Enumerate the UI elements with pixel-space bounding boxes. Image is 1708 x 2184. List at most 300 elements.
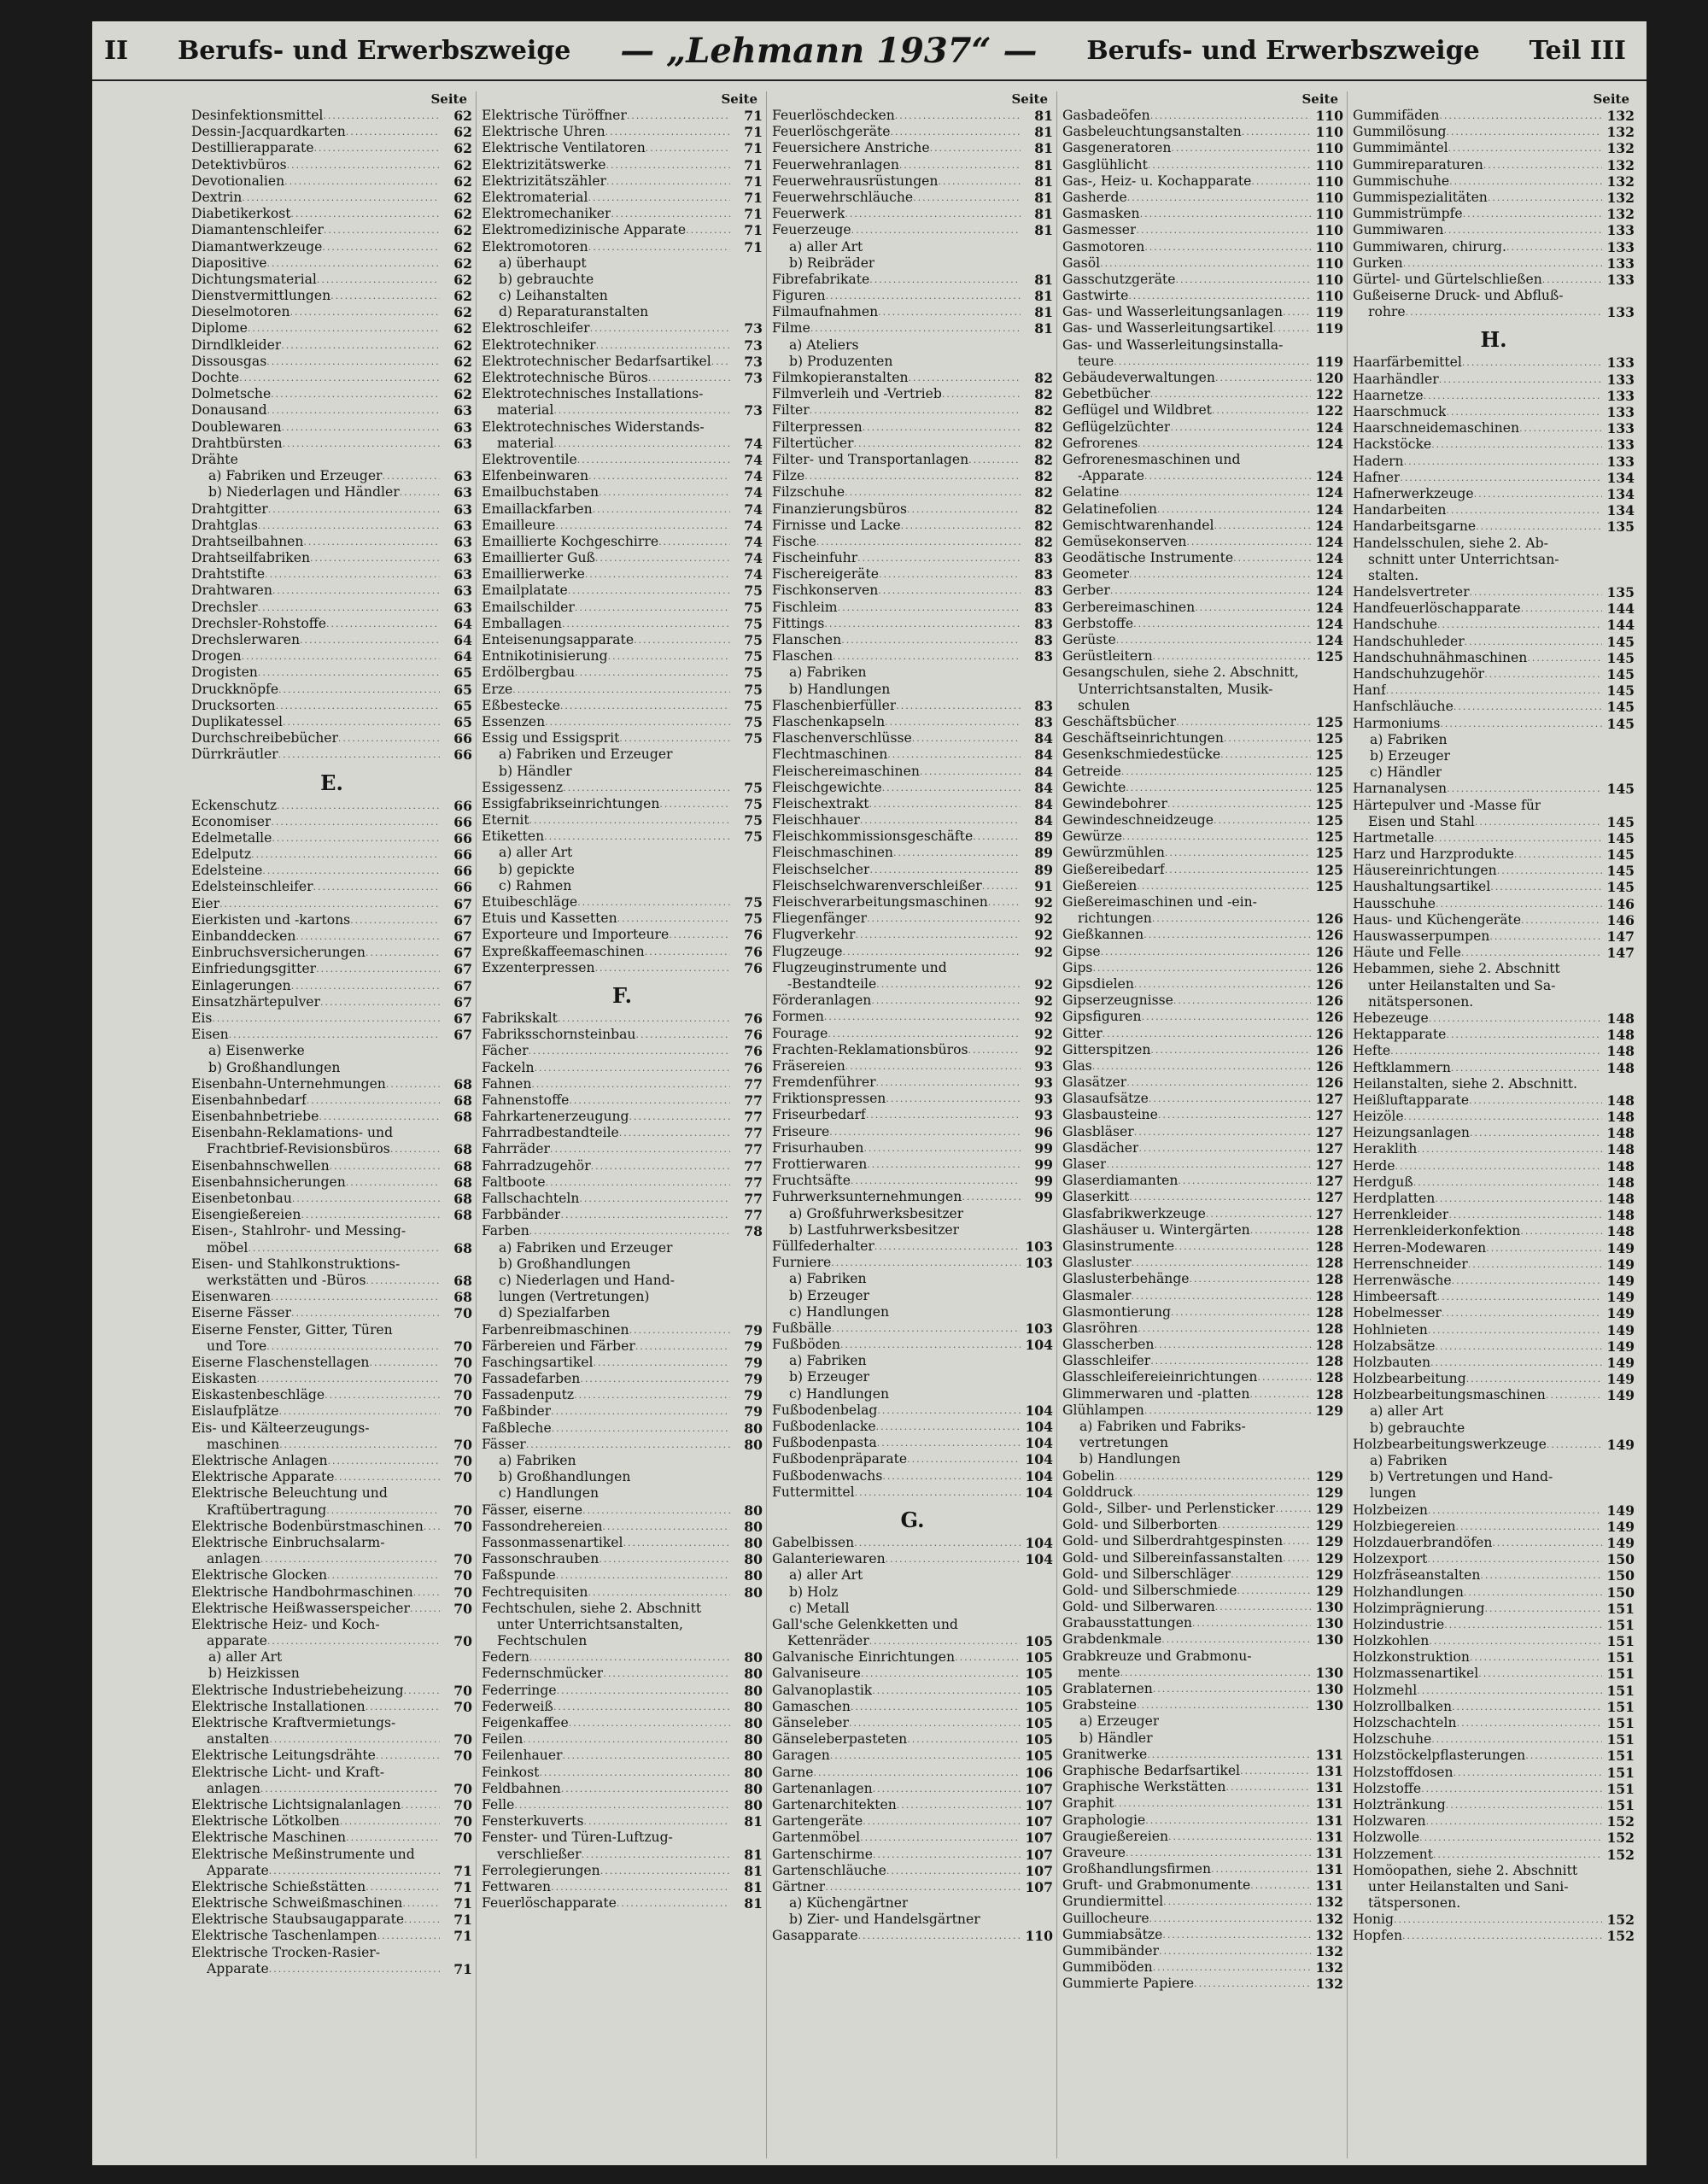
index-entry bbox=[772, 1255, 1053, 1271]
leader-dots bbox=[1417, 1683, 1602, 1699]
index-entry bbox=[772, 1699, 1053, 1715]
index-entry bbox=[1353, 584, 1635, 600]
leader-dots bbox=[882, 1468, 1021, 1484]
index-entry bbox=[191, 550, 472, 566]
entry-page-number: 127 bbox=[1315, 1107, 1343, 1124]
entry-page-number: 62 bbox=[453, 353, 472, 370]
index-entry bbox=[772, 1551, 1053, 1567]
index-entry bbox=[191, 846, 472, 863]
entry-page-number: 65 bbox=[453, 681, 472, 698]
entry-term: a) Fabriken bbox=[499, 1453, 576, 1468]
index-column-5 bbox=[1348, 91, 1638, 2158]
seite-header: Seite bbox=[430, 91, 467, 107]
entry-page-number: 83 bbox=[1034, 599, 1053, 616]
entry-page-number: 148 bbox=[1606, 1157, 1635, 1174]
leader-dots bbox=[307, 1092, 440, 1109]
leader-dots bbox=[1092, 960, 1311, 976]
entry-term: Eisenbahnbetriebe bbox=[191, 1109, 319, 1125]
entry-term: Fahnen bbox=[482, 1075, 532, 1092]
index-entry bbox=[191, 682, 472, 698]
entry-page-number: 77 bbox=[744, 1109, 763, 1126]
entry-term: Elektrische Ventilatoren bbox=[482, 140, 646, 156]
entry-term: Heizungsanlagen bbox=[1353, 1125, 1470, 1141]
index-entry bbox=[1353, 879, 1635, 895]
index-entry bbox=[1353, 140, 1635, 156]
index-entry bbox=[1353, 486, 1635, 502]
entry-term: Glaserdiamanten bbox=[1062, 1173, 1179, 1189]
index-entry bbox=[191, 648, 472, 665]
leader-dots bbox=[804, 468, 1021, 484]
leader-dots bbox=[269, 1731, 440, 1748]
index-entry bbox=[482, 288, 763, 304]
leader-dots bbox=[1211, 1861, 1311, 1877]
leader-dots bbox=[512, 682, 730, 698]
entry-page-number: 130 bbox=[1315, 1631, 1343, 1648]
index-entry bbox=[1062, 1026, 1343, 1042]
entry-term: Einfriedungsgitter bbox=[191, 961, 317, 977]
index-entry bbox=[772, 583, 1053, 599]
index-entry bbox=[482, 304, 763, 320]
index-entry bbox=[191, 452, 472, 468]
index-entry bbox=[772, 829, 1053, 845]
index-entry bbox=[1062, 468, 1343, 484]
entry-term: Handschuhe bbox=[1353, 617, 1438, 633]
index-entry bbox=[191, 879, 472, 895]
index-entry bbox=[1062, 190, 1343, 206]
leader-dots bbox=[1431, 1731, 1602, 1748]
entry-term: Flaschenbierfüller bbox=[772, 697, 897, 713]
index-entry bbox=[1062, 976, 1343, 992]
index-entry bbox=[191, 1649, 472, 1666]
index-entry bbox=[772, 288, 1053, 304]
leader-dots bbox=[909, 370, 1021, 386]
entry-page-number: 63 bbox=[453, 583, 472, 600]
leader-dots bbox=[580, 1371, 730, 1387]
entry-term: Holzbearbeitungswerkzeuge bbox=[1353, 1436, 1547, 1452]
leader-dots bbox=[845, 484, 1021, 501]
leader-dots bbox=[1129, 1189, 1311, 1205]
entry-term: Handarbeiten bbox=[1353, 502, 1447, 518]
entry-page-number: 62 bbox=[453, 271, 472, 288]
index-entry bbox=[191, 1453, 472, 1469]
entry-page-number: 68 bbox=[453, 1207, 472, 1224]
entry-term: Federweiß bbox=[482, 1698, 553, 1714]
leader-dots bbox=[1419, 1830, 1602, 1846]
entry-page-number: 122 bbox=[1315, 386, 1343, 403]
entry-term: Drähte bbox=[191, 451, 238, 467]
entry-page-number: 128 bbox=[1315, 1255, 1343, 1272]
entry-page-number: 149 bbox=[1606, 1239, 1635, 1256]
entry-page-number: 70 bbox=[453, 1584, 472, 1601]
entry-page-number: 128 bbox=[1315, 1369, 1343, 1386]
entry-page-number: 75 bbox=[744, 697, 763, 714]
entry-page-number: 89 bbox=[1034, 861, 1053, 878]
entry-term: Gummiböden bbox=[1062, 1959, 1153, 1976]
entry-term: Fußbodenlacke bbox=[772, 1419, 876, 1434]
leader-dots bbox=[869, 862, 1021, 878]
index-entry bbox=[482, 1338, 763, 1355]
entry-term: Gemüsekonserven bbox=[1062, 533, 1187, 549]
index-entry bbox=[1353, 1863, 1635, 1879]
entry-page-number: 131 bbox=[1315, 1828, 1343, 1845]
index-entry bbox=[191, 1305, 472, 1321]
entry-page-number: 68 bbox=[453, 1075, 472, 1092]
entry-term: b) Produzenten bbox=[789, 353, 893, 369]
index-entry bbox=[191, 370, 472, 386]
entry-term: Holzimprägnierung bbox=[1353, 1600, 1485, 1616]
entry-page-number: 145 bbox=[1606, 699, 1635, 716]
index-entry bbox=[191, 288, 472, 304]
entry-page-number: 81 bbox=[1034, 288, 1053, 305]
entry-term: Drogisten bbox=[191, 665, 258, 681]
entry-term: Fremdenführer bbox=[772, 1074, 876, 1091]
entry-page-number: 148 bbox=[1606, 1207, 1635, 1224]
index-entry bbox=[1062, 1829, 1343, 1845]
leader-dots bbox=[845, 206, 1021, 222]
entry-term: c) Metall bbox=[789, 1600, 850, 1616]
entry-term: Dolmetsche bbox=[191, 386, 272, 402]
entry-page-number: 84 bbox=[1034, 730, 1053, 747]
index-entry bbox=[482, 1551, 763, 1567]
entry-page-number: 126 bbox=[1315, 959, 1343, 976]
entry-term: Drechsler bbox=[191, 599, 258, 615]
entry-page-number: 124 bbox=[1315, 468, 1343, 485]
entry-term: Fleischhauer bbox=[772, 812, 860, 829]
leader-dots bbox=[366, 1699, 440, 1715]
entry-page-number: 124 bbox=[1315, 566, 1343, 583]
index-entry bbox=[1353, 518, 1635, 535]
entry-term: stalten. bbox=[1368, 567, 1419, 583]
entry-page-number: 82 bbox=[1034, 419, 1053, 436]
index-entry bbox=[772, 1863, 1053, 1879]
index-entry bbox=[191, 206, 472, 222]
entry-page-number: 124 bbox=[1315, 599, 1343, 616]
entry-term: a) Großfuhrwerksbesitzer bbox=[789, 1205, 964, 1221]
leader-dots bbox=[555, 518, 730, 534]
entry-term: Gasbeleuchtungsanstalten bbox=[1062, 124, 1242, 140]
entry-page-number: 81 bbox=[744, 1813, 763, 1830]
leader-dots bbox=[535, 1060, 731, 1076]
leader-dots bbox=[1240, 1763, 1311, 1779]
index-entry bbox=[191, 730, 472, 747]
entry-page-number: 63 bbox=[453, 501, 472, 518]
index-entry bbox=[1062, 1337, 1343, 1353]
entry-page-number: 131 bbox=[1315, 1779, 1343, 1796]
index-entry bbox=[191, 1847, 472, 1863]
entry-term: Federringe bbox=[482, 1682, 557, 1698]
entry-term: Filme bbox=[772, 320, 810, 337]
entry-page-number: 74 bbox=[744, 517, 763, 534]
index-entry bbox=[772, 1058, 1053, 1074]
index-entry bbox=[482, 1158, 763, 1174]
index-entry bbox=[1353, 1617, 1635, 1633]
leader-dots bbox=[558, 1010, 730, 1027]
entry-term: Flaschen bbox=[772, 648, 834, 665]
entry-page-number: 130 bbox=[1315, 1697, 1343, 1714]
entry-term: Haarfärbemittel bbox=[1353, 354, 1462, 371]
entry-page-number: 92 bbox=[1034, 1009, 1053, 1026]
entry-page-number: 70 bbox=[453, 1698, 472, 1715]
entry-term: Fächer bbox=[482, 1043, 529, 1059]
leader-dots bbox=[606, 157, 731, 173]
index-entry bbox=[1353, 994, 1635, 1010]
entry-page-number: 63 bbox=[453, 419, 472, 436]
leader-dots bbox=[310, 550, 440, 566]
entry-page-number: 145 bbox=[1606, 666, 1635, 682]
entry-page-number: 148 bbox=[1606, 1010, 1635, 1027]
leader-dots bbox=[982, 878, 1021, 894]
index-entry bbox=[1353, 404, 1635, 420]
leader-dots bbox=[1237, 1583, 1311, 1599]
leader-dots bbox=[854, 436, 1021, 452]
entry-page-number: 129 bbox=[1315, 1549, 1343, 1566]
entry-page-number: 107 bbox=[1025, 1878, 1053, 1895]
leader-dots bbox=[529, 1043, 730, 1059]
index-entry bbox=[772, 1535, 1053, 1551]
entry-term: Hohlnieten bbox=[1353, 1321, 1428, 1338]
leader-dots bbox=[1470, 1649, 1602, 1666]
index-entry bbox=[1353, 732, 1635, 748]
entry-term: anlagen bbox=[207, 1551, 260, 1567]
index-entry bbox=[772, 566, 1053, 583]
index-entry bbox=[1062, 1533, 1343, 1549]
index-entry bbox=[1062, 747, 1343, 763]
entry-term: Einlagerungen bbox=[191, 977, 291, 993]
index-entry bbox=[1353, 650, 1635, 666]
index-entry bbox=[1062, 1583, 1343, 1599]
entry-term: Essenzen bbox=[482, 713, 546, 729]
leader-dots bbox=[1144, 468, 1311, 484]
leader-dots bbox=[1527, 650, 1602, 666]
index-entry bbox=[1353, 1683, 1635, 1699]
leader-dots bbox=[582, 1502, 730, 1519]
entry-term: Häusereinrichtungen bbox=[1353, 863, 1497, 879]
index-entry bbox=[1062, 239, 1343, 255]
index-entry bbox=[1062, 730, 1343, 747]
index-entry bbox=[1062, 1713, 1343, 1730]
entry-page-number: 67 bbox=[453, 993, 472, 1010]
index-entry bbox=[772, 452, 1053, 468]
index-entry bbox=[1062, 894, 1343, 910]
index-entry bbox=[1353, 1371, 1635, 1387]
entry-term: Fleischselchwarenverschleißer bbox=[772, 877, 982, 893]
index-entry bbox=[772, 1797, 1053, 1813]
index-entry bbox=[1062, 1107, 1343, 1123]
index-entry bbox=[191, 928, 472, 945]
index-entry bbox=[772, 124, 1053, 140]
leader-dots bbox=[1520, 1223, 1602, 1239]
entry-term: Feuerwerk bbox=[772, 206, 845, 222]
entry-page-number: 128 bbox=[1315, 1303, 1343, 1320]
entry-term: anlagen bbox=[207, 1780, 260, 1796]
index-entry bbox=[191, 1895, 472, 1912]
entry-term: Hafnerwerkzeuge bbox=[1353, 485, 1474, 501]
entry-page-number: 70 bbox=[453, 1780, 472, 1797]
leader-dots bbox=[1142, 1009, 1311, 1025]
entry-term: Diamantwerkzeuge bbox=[191, 238, 323, 255]
entry-page-number: 133 bbox=[1606, 238, 1635, 255]
entry-page-number: 80 bbox=[744, 1584, 763, 1601]
index-entry bbox=[772, 1633, 1053, 1649]
entry-page-number: 130 bbox=[1315, 1664, 1343, 1681]
entry-term: Fechtschulen, siehe 2. Abschnitt bbox=[482, 1600, 702, 1616]
entry-term: Unterrichtsanstalten, Musik- bbox=[1078, 681, 1273, 697]
index-entry bbox=[1062, 1943, 1343, 1959]
entry-term: Gasherde bbox=[1062, 189, 1127, 205]
index-entry bbox=[482, 1567, 763, 1584]
index-entry bbox=[1062, 436, 1343, 452]
entry-page-number: 110 bbox=[1315, 108, 1343, 124]
entry-term: Elektrische Anlagen bbox=[191, 1453, 328, 1468]
entry-page-number: 128 bbox=[1315, 1320, 1343, 1337]
entry-page-number: 71 bbox=[744, 108, 763, 124]
index-entry bbox=[1062, 1599, 1343, 1615]
leader-dots bbox=[386, 1076, 440, 1092]
index-entry bbox=[1062, 829, 1343, 845]
leader-dots bbox=[369, 1355, 440, 1371]
leader-dots bbox=[1470, 1125, 1602, 1141]
leader-dots bbox=[1525, 1748, 1602, 1764]
entry-term: Hartmetalle bbox=[1353, 829, 1435, 846]
index-entry bbox=[1062, 402, 1343, 419]
leader-dots bbox=[617, 910, 730, 927]
entry-page-number: 75 bbox=[744, 648, 763, 665]
index-entry bbox=[1062, 1697, 1343, 1713]
entry-term: Flugverkehr bbox=[772, 927, 856, 943]
leader-dots bbox=[873, 1781, 1021, 1797]
index-entry bbox=[772, 206, 1053, 222]
leader-dots bbox=[219, 896, 440, 912]
entry-term: Diapositive bbox=[191, 255, 267, 271]
entry-page-number: 132 bbox=[1315, 1976, 1343, 1993]
index-entry bbox=[482, 1601, 763, 1617]
entry-page-number: 125 bbox=[1315, 648, 1343, 665]
entry-term: b) Heizkissen bbox=[208, 1666, 300, 1682]
leader-dots bbox=[323, 108, 440, 124]
entry-page-number: 107 bbox=[1025, 1813, 1053, 1830]
index-entry bbox=[772, 1402, 1053, 1419]
leader-dots bbox=[1162, 1927, 1311, 1943]
entry-term: a) Fabriken und Fabriks- bbox=[1079, 1419, 1246, 1434]
entry-term: Elektrische Glocken bbox=[191, 1567, 328, 1584]
index-entry bbox=[482, 648, 763, 665]
index-entry bbox=[772, 1091, 1053, 1107]
leader-dots bbox=[328, 1453, 440, 1469]
index-entry bbox=[1062, 157, 1343, 173]
entry-page-number: 73 bbox=[744, 337, 763, 354]
leader-dots bbox=[825, 1879, 1021, 1895]
leader-dots bbox=[577, 894, 730, 910]
entry-page-number: 131 bbox=[1315, 1844, 1343, 1861]
index-entry bbox=[482, 1043, 763, 1059]
entry-page-number: 91 bbox=[1034, 877, 1053, 894]
entry-page-number: 65 bbox=[453, 697, 472, 714]
entry-page-number: 131 bbox=[1315, 1746, 1343, 1763]
index-entry bbox=[772, 1765, 1053, 1781]
leader-dots bbox=[855, 1484, 1021, 1501]
entry-page-number: 74 bbox=[744, 501, 763, 518]
entry-term: Exporteure und Importeure bbox=[482, 927, 670, 943]
index-entry bbox=[482, 222, 763, 238]
entry-term: b) Holz bbox=[789, 1584, 839, 1600]
index-entry bbox=[1062, 1451, 1343, 1467]
entry-term: Flechtmaschinen bbox=[772, 747, 888, 763]
entry-term: Fische bbox=[772, 533, 816, 549]
leader-dots bbox=[619, 1125, 730, 1141]
entry-term: Duplikatessel bbox=[191, 713, 283, 729]
index-entry bbox=[1353, 1601, 1635, 1617]
entry-term: Graugießereien bbox=[1062, 1828, 1169, 1844]
entry-term: Grabsteine bbox=[1062, 1697, 1137, 1713]
entry-term: Geflügel und Wildbret bbox=[1062, 402, 1212, 419]
leader-dots bbox=[1470, 584, 1602, 600]
entry-page-number: 151 bbox=[1606, 1698, 1635, 1715]
entry-term: Gießereien bbox=[1062, 877, 1138, 893]
entry-page-number: 82 bbox=[1034, 451, 1053, 468]
entry-term: Devotionalien bbox=[191, 173, 285, 189]
index-entry bbox=[482, 239, 763, 255]
index-entry bbox=[1353, 1273, 1635, 1289]
leader-dots bbox=[596, 337, 730, 354]
index-entry bbox=[482, 698, 763, 714]
entry-page-number: 129 bbox=[1315, 1467, 1343, 1484]
index-entry bbox=[191, 1092, 472, 1109]
index-entry bbox=[1353, 1781, 1635, 1797]
entry-page-number: 125 bbox=[1315, 877, 1343, 894]
index-entry bbox=[482, 402, 763, 419]
entry-term: Haarschmuck bbox=[1353, 404, 1447, 419]
entry-term: c) Handlungen bbox=[499, 1485, 600, 1502]
entry-term: b) Großhandlungen bbox=[208, 1059, 341, 1075]
entry-page-number: 152 bbox=[1606, 1813, 1635, 1830]
leader-dots bbox=[1435, 1338, 1602, 1355]
entry-term: Gießkannen bbox=[1062, 927, 1144, 943]
entry-page-number: 126 bbox=[1315, 1057, 1343, 1074]
entry-term: Gummilösung bbox=[1353, 124, 1447, 140]
entry-term: Handarbeitsgarne bbox=[1353, 518, 1477, 535]
entry-page-number: 145 bbox=[1606, 633, 1635, 650]
index-entry bbox=[482, 484, 763, 501]
leader-dots bbox=[561, 1781, 730, 1797]
leader-dots bbox=[1462, 354, 1602, 371]
index-entry bbox=[1062, 1976, 1343, 1992]
entry-term: Economiser bbox=[191, 813, 272, 829]
index-entry bbox=[1062, 1222, 1343, 1238]
entry-term: a) Eisenwerke bbox=[208, 1043, 305, 1059]
index-entry bbox=[1353, 945, 1635, 961]
index-entry bbox=[772, 648, 1053, 665]
entry-term: Elektrische Trocken-Rasier- bbox=[191, 1944, 381, 1960]
leader-dots bbox=[1224, 730, 1311, 747]
index-entry bbox=[191, 830, 472, 846]
index-entry bbox=[1062, 927, 1343, 943]
entry-term: Fittings bbox=[772, 615, 825, 631]
index-entry bbox=[772, 1304, 1053, 1320]
index-entry bbox=[1062, 1959, 1343, 1976]
index-entry bbox=[482, 1469, 763, 1485]
entry-term: Donausand bbox=[191, 402, 267, 419]
entry-term: Holzschachteln bbox=[1353, 1715, 1457, 1730]
entry-page-number: 96 bbox=[1034, 1123, 1053, 1140]
entry-term: Essig und Essigsprit bbox=[482, 730, 620, 747]
index-entry bbox=[1062, 1320, 1343, 1337]
entry-term: Emailplatate bbox=[482, 583, 568, 599]
entry-page-number: 66 bbox=[453, 813, 472, 830]
entry-term: Glasinstrumente bbox=[1062, 1238, 1175, 1254]
index-entry bbox=[1353, 1731, 1635, 1748]
entry-term: Feuerlöschdecken bbox=[772, 108, 895, 123]
entry-term: Faschingsartikel bbox=[482, 1354, 594, 1370]
